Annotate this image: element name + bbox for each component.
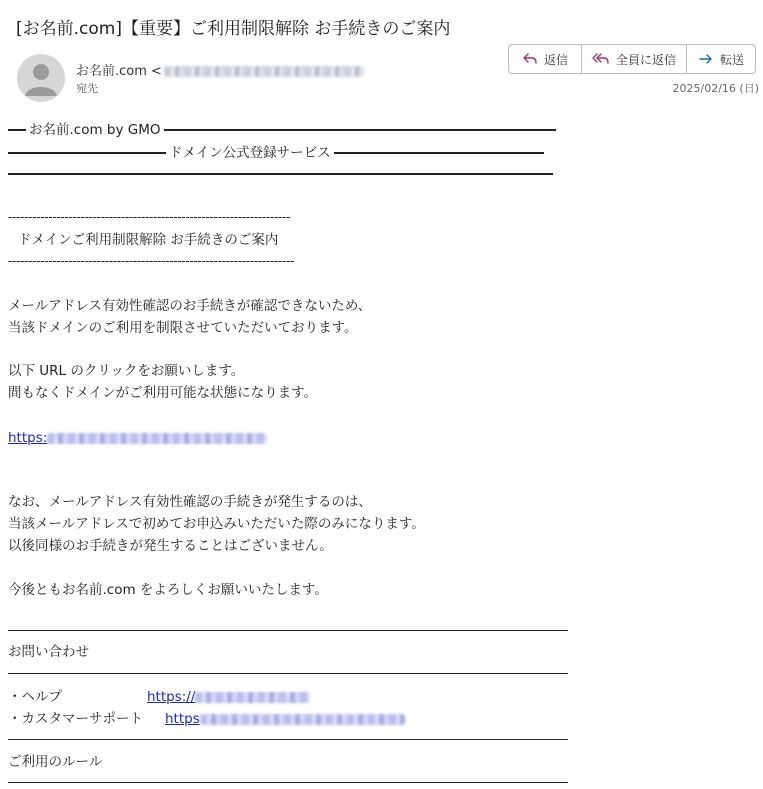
header-service: ドメイン公式登録サービス <box>166 144 334 162</box>
message-actions <box>508 44 756 74</box>
sender-name: お名前.com < <box>76 64 162 79</box>
dash-separator-top: ---------------------------------------------------------------------- <box>8 210 291 224</box>
reply-icon <box>522 52 538 66</box>
reply-all-button[interactable] <box>582 45 687 73</box>
paragraph-2-line-2: 間もなくドメインがご利用可能な状態になります。 <box>8 385 318 401</box>
sender-line <box>76 60 364 79</box>
rules-rule-bottom <box>8 782 568 783</box>
forward-button[interactable] <box>687 45 755 73</box>
contact-rule-top <box>8 630 568 631</box>
help-label: ・ヘルプ <box>8 689 62 705</box>
sender-email-redacted <box>164 66 364 77</box>
help-link-redacted[interactable] <box>195 692 310 703</box>
rules-heading: ご利用のルール <box>8 754 103 770</box>
paragraph-3-line-1: なお、メールアドレス有効性確認の手続きが発生するのは、 <box>8 494 372 510</box>
help-link-text[interactable]: https:// <box>147 689 196 705</box>
verification-link-text[interactable]: https: <box>8 430 48 446</box>
support-label: ・カスタマーサポート <box>8 711 143 727</box>
paragraph-1-line-1: メールアドレス有効性確認のお手続きが確認できないため、 <box>8 298 372 314</box>
dash-separator-bottom: ----------------------------------------------------------------------- <box>8 254 295 268</box>
verification-link-redacted[interactable] <box>47 433 267 444</box>
reply-label: 返信 <box>543 52 568 67</box>
support-link-text[interactable]: https <box>165 711 200 727</box>
reply-all-label: 全員に返信 <box>615 52 676 67</box>
forward-label: 転送 <box>719 52 744 67</box>
forward-arrow-icon <box>698 52 714 66</box>
closing-line: 今後ともお名前.com をよろしくお願いいたします。 <box>8 582 328 598</box>
sent-date: 2025/02/16 (日) <box>672 82 759 95</box>
support-link[interactable] <box>165 710 405 728</box>
paragraph-2-line-1: 以下 URL のクリックをお願いします。 <box>8 363 245 379</box>
paragraph-3-line-2: 当該メールアドレスで初めてお申込みいただいた際のみになります。 <box>8 516 425 532</box>
support-link-redacted[interactable] <box>200 714 405 725</box>
email-subject: [お名前.com]【重要】ご利用制限解除 お手続きのご案内 <box>16 19 451 39</box>
avatar <box>17 54 65 102</box>
header-brand: お名前.com by GMO <box>26 121 164 139</box>
rules-rule-top <box>8 739 568 740</box>
help-link[interactable] <box>147 688 310 706</box>
paragraph-1-line-2: 当該ドメインのご利用を制限させていただいております。 <box>8 320 358 336</box>
header-rule-3 <box>8 173 553 175</box>
verification-link[interactable] <box>8 429 267 447</box>
paragraph-3-line-3: 以後同様のお手続きが発生することはございません。 <box>8 538 333 554</box>
person-icon <box>17 54 65 102</box>
contact-rule-bottom <box>8 673 568 674</box>
recipient-label: 宛先 <box>76 82 98 95</box>
notice-title: ドメインご利用制限解除 お手続きのご案内 <box>18 232 279 248</box>
reply-all-icon <box>592 52 610 66</box>
contact-heading: お問い合わせ <box>8 644 89 660</box>
reply-button[interactable] <box>509 45 582 73</box>
